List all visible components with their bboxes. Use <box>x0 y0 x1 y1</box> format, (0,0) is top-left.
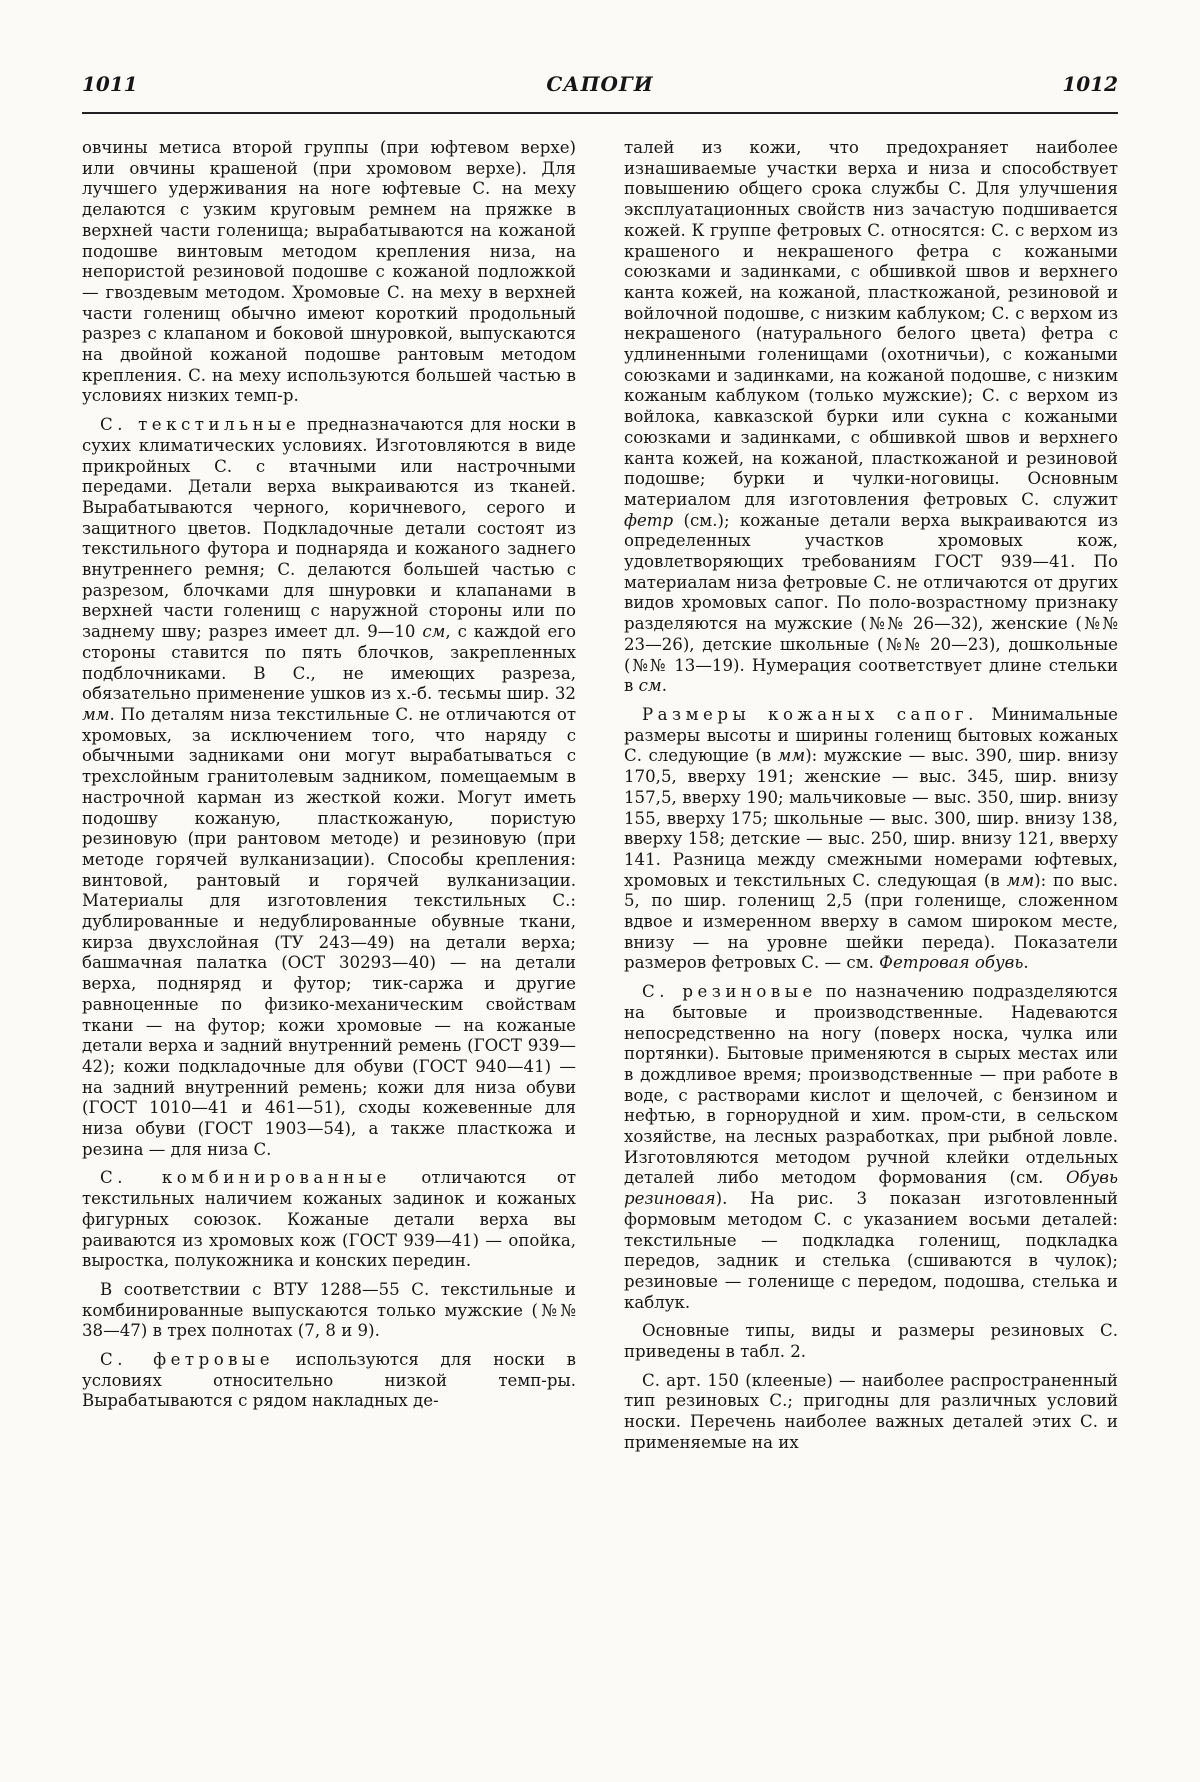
reference-felt: фетр <box>624 511 673 530</box>
right-column <box>624 138 1118 1748</box>
term-textile-boots: С. текстильные <box>100 415 300 434</box>
paragraph-vtu-standard: В соответствии с ВТУ 1288—55 С. текстильные и комбинированные выпускаются только мужские (№№ 38—47) в трех полнотах (7, 8 и 9). <box>82 1280 576 1342</box>
term-leather-boot-sizes: Размеры кожаных сапог. <box>642 705 978 724</box>
page-number-left: 1011 <box>82 72 138 96</box>
left-column <box>82 138 576 1748</box>
header-rule <box>82 112 1118 114</box>
paragraph-combined-boots: С. комбинированные отличаются от текстильных наличием кожаных задинок и кожаных фигурных союзок. Кожаные детали верха вы раиваются из хромовых кож (ГОСТ 939—41) — опойка, выростка, полукожника и конских передин. <box>82 1168 576 1272</box>
page <box>0 0 1200 1782</box>
paragraph-felt-boots: С. фетровые используются для носки в условиях относительно низкой темп-ры. Вырабатываются с рядом накладных де- <box>82 1350 576 1412</box>
term-felt-boots: С. фетровые <box>100 1350 274 1369</box>
paragraph-felt-boots-continued: талей из кожи, что предохраняет наиболее изнашиваемые участки верха и низа и способствует повышению общего срока службы С. Для улучшения эксплуатационных свойств низ зачастую подшивается кожей. К группе фетровых С. относятся: С. с верхом из крашеного и некрашеного фетра с кожаными союзками и задинками, с обшивкой швов и верхнего канта кожей, на кожаной, пласткожаной, резиновой и войлочной подошве, с низким каблуком; С. с верхом из некрашеного (натурального белого цвета) фетра с удлиненными голенищами (охотничьи), с кожаными союзками и задинками, на кожаной подошве, с низким кожаным каблуком (только мужские); С. с верхом из войлока, кавказской бурки или сукна с кожаными союзками и задинками, с обшивкой швов и верхнего канта кожей, на кожаной, пласткожаной и резиновой подошве; бурки и чулки-ноговицы. Основным материалом для изготовления фетровых С. служит фетр (см.); кожаные детали верха выкраиваются из определенных участков хромовых кож, удовлетворяющих требованиям ГОСТ 939—41. По материалам низа фетровые С. не отличаются от других видов хромовых сапог. По поло-возрастному признаку разделяются на мужские (№№ 26—32), женские (№№ 23—26), детские школьные (№№ 20—23), дошкольные (№№ 13—19). Нумерация соответствует длине стельки в см. <box>624 138 1118 697</box>
page-title: САПОГИ <box>82 72 1118 96</box>
page-number-right: 1012 <box>1062 72 1118 96</box>
reference-felt-footwear: Фетровая обувь <box>879 953 1023 972</box>
paragraph-textile-boots: С. текстильные предназначаются для носки в сухих климатических условиях. Изготовляются в виде прикройных С. с втачными или настрочными передами. Детали верха выкраиваются из тканей. Вырабатываются черного, коричневого, серого и защитного цветов. Подкладочные детали состоят из текстильного футора и поднаряда и кожаного заднего внутреннего ремня; С. делаются большей частью с разрезом, блочками для шнуровки и клапанами в верхней части голенищ с наружной стороны или по заднему шву; разрез имеет дл. 9—10 см, с каждой его стороны ставится по пять блочков, закрепленных подблочниками. В С., не имеющих разреза, обязательно применение ушков из х.-б. тесьмы шир. 32 мм. По деталям низа текстильные С. не отличаются от хромовых, за исключением того, что наряду с обычными задниками они могут вырабатываться с трехслойным гранитолевым задником, помещаемым в настрочной карман из жесткой кожи. Могут иметь подошву кожаную, пласткожаную, пористую резиновую (при рантовом методе) и резиновую (при методе горячей вулканизации). Способы крепления: винтовой, рантовый и горячей вулканизации. Материалы для изготовления текстильных С.: дублированные и недублированные обувные ткани, кирза двухслойная (ТУ 243—49) на детали верха; башмачная палатка (ОСТ 30293—40) — на детали верха, подняряд и футор; тик-саржа и другие равноценные по физико-механическим свойствам ткани — на футор; кожи хромовые — на кожаные детали верха и задний внутренний ремень (ГОСТ 939—42); кожи подкладочные для обуви (ГОСТ 940—41) — на задний внутренний ремень; кожи для низа обуви (ГОСТ 1010—41 и 461—51), сходы кожевенные для низа обуви (ГОСТ 1903—54), а также пласткожа и резина — для низа С. <box>82 415 576 1160</box>
term-combined-boots: С. комбинированные <box>100 1168 391 1187</box>
paragraph-article-150: С. арт. 150 (клееные) — наиболее распространенный тип резиновых С.; пригодны для различных условий носки. Перечень наиболее важных деталей этих С. и применяемые на их <box>624 1371 1118 1454</box>
paragraph-table-reference: Основные типы, виды и размеры резиновых С. приведены в табл. 2. <box>624 1321 1118 1362</box>
term-rubber-boots: С. резиновые <box>642 982 817 1001</box>
reference-rubber-footwear: Обувь резиновая <box>624 1168 1118 1208</box>
paragraph-fur-boots-continued: овчины метиса второй группы (при юфтевом верхе) или овчины крашеной (при хромовом верхе). Для лучшего удерживания на ноге юфтевые С. на меху делаются с узким круговым ремнем на пряжке в верхней части голенища; вырабатываются на кожаной подошве винтовым методом крепления низа, на непористой резиновой подошве с кожаной подложкой — гвоздевым методом. Хромовые С. на меху в верхней части голенищ обычно имеют короткий продольный разрез с клапаном и боковой шнуровкой, выпускаются на двойной кожаной подошве рантовым методом крепления. С. на меху используются большей частью в условиях низких темп-р. <box>82 138 576 407</box>
paragraph-rubber-boots: С. резиновые по назначению подразделяются на бытовые и производственные. Надеваются непосредственно на ногу (поверх носка, чулка или портянки). Бытовые применяются в сырых местах или в дождливое время; производственные — при работе в воде, с растворами кислот и щелочей, с бензином и нефтью, в горнорудной и хим. пром-сти, в сельском хозяйстве, на лесных разработках, при рыбной ловле. Изготовляются методом ручной клейки отдельных деталей либо методом формования (см. Обувь резиновая). На рис. 3 показан изготовленный формовым методом С. с указанием восьми деталей: текстильные — подкладка голенищ, подкладка передов, задник и стелька (сшиваются в чулок); резиновые — голенище с передом, подошва, стелька и каблук. <box>624 982 1118 1313</box>
paragraph-leather-boot-sizes: Размеры кожаных сапог. Минимальные размеры высоты и ширины голенищ бытовых кожаных С. следующие (в мм): мужские — выс. 390, шир. внизу 170,5, вверху 191; женские — выс. 345, шир. внизу 157,5, вверху 190; мальчиковые — выс. 350, шир. внизу 155, вверху 175; школьные — выс. 300, шир. внизу 138, вверху 158; детские — выс. 250, шир. внизу 121, вверху 141. Разница между смежными номерами юфтевых, хромовых и текстильных С. следующая (в мм): по выс. 5, по шир. голенищ 2,5 (при голенище, сложенном вдвое и измеренном вверху в самом широком месте, внизу — на уровне шейки переда). Показатели размеров фетровых С. — см. Фетровая обувь. <box>624 705 1118 974</box>
running-header <box>82 72 1118 108</box>
